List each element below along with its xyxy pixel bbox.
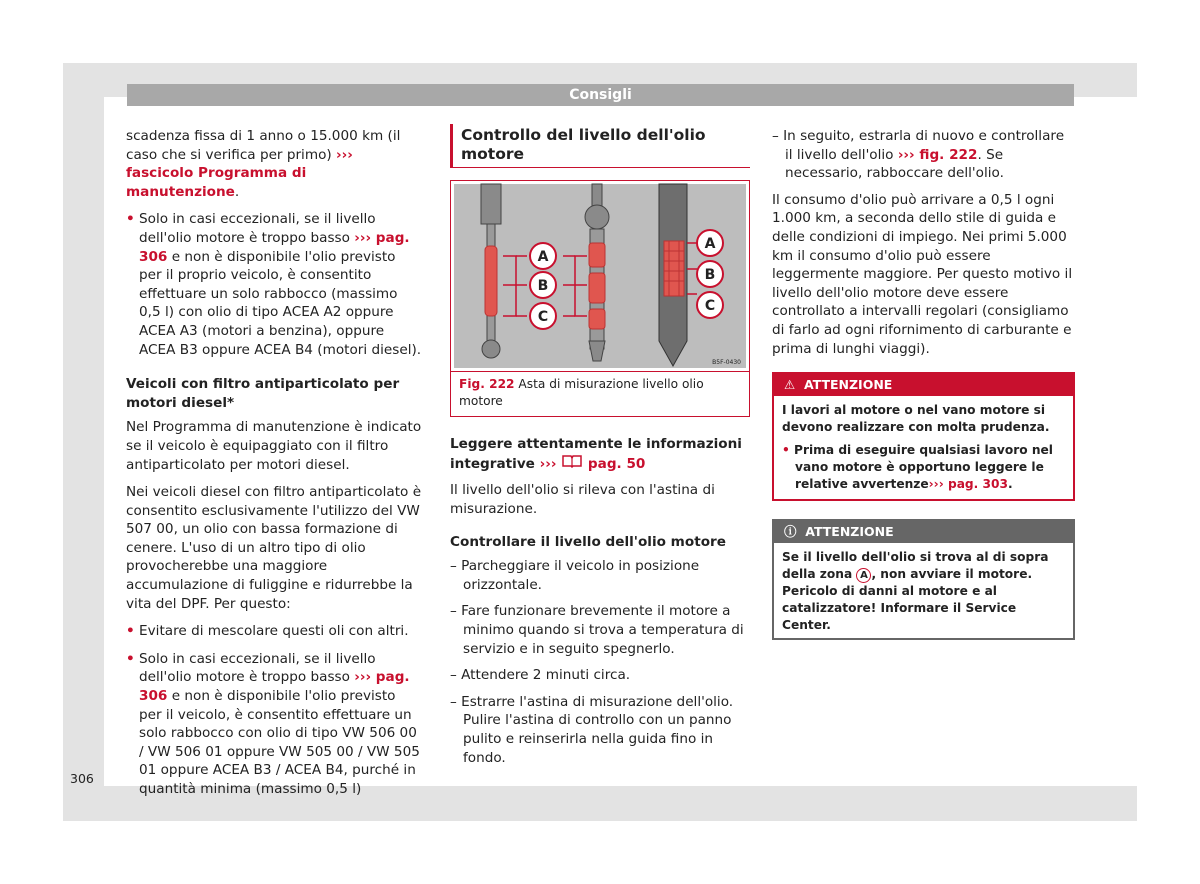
link-arrow[interactable]: ›››	[539, 455, 562, 472]
text: .	[234, 183, 240, 200]
paragraph	[126, 127, 422, 201]
column-left	[126, 127, 422, 808]
text: Parcheggiare il veicolo in posizione orizzontale.	[461, 558, 700, 593]
step-item: – Estrarre l'astina di misurazione dell'olio. Pulire l'astina di controllo con un panno pulito e reinserirla nella guida fino in fondo.	[450, 693, 734, 766]
caution-title: ATTENZIONE	[805, 524, 894, 540]
text: e non è disponibile l'olio previsto per il veicolo, è consentito effettuare un solo rabbocco con olio di tipo VW 506 00 / VW 506 01 oppure VW 505 00 / VW 505 01 oppure ACEA B3 / ACEA B4, purché in quantità minima (massimo 0,5 l)	[139, 688, 420, 797]
paragraph: Nei veicoli diesel con filtro antiparticolato è consentito esclusivamente l'utilizzo del VW 507 00, un olio con bassa formazione di cenere. L'uso di un altro tipo di olio provocherebbe una maggiore accumulazione di fuliggine e ridurrebbe la vita del DPF. Per questo:	[126, 484, 422, 612]
bullet-item	[126, 622, 422, 641]
text: Estrarre l'astina di misurazione dell'olio. Pulire l'astina di controllo con un panno pulito e reinserirla nella guida fino in fondo.	[461, 693, 734, 766]
maintenance-booklet-link[interactable]: fascicolo Programma di manutenzione	[126, 165, 307, 200]
text: Evitare di mescolare questi oli con altri.	[139, 623, 409, 640]
text: scadenza fissa di 1 anno o 15.000 km (il caso che si verifica per primo)	[126, 128, 401, 163]
subheading: Controllare il livello dell'olio motore	[450, 533, 726, 550]
label-c-right: C	[704, 298, 716, 315]
dipstick-illustration	[451, 181, 749, 371]
read-heading	[450, 435, 750, 473]
section-title: Controllo del livello dell'olio motore	[450, 124, 750, 168]
page-link[interactable]: ››› pag. 306	[139, 669, 410, 705]
link-arrow[interactable]: ›››	[336, 146, 353, 163]
book-icon[interactable]	[561, 454, 583, 474]
label-c: C	[537, 309, 549, 326]
text: Fare funzionare brevemente il motore a minimo quando si trova a temperatura di servizio e in seguito spegnerlo.	[461, 603, 744, 657]
paragraph: Nel Programma di manutenzione è indicato se il veicolo è equipaggiato con il filtro antiparticolato per motori diesel.	[126, 419, 422, 473]
section-header: Consigli	[127, 84, 1074, 106]
text: .	[1007, 477, 1013, 492]
figure-caption	[451, 371, 749, 416]
label-a: A	[537, 249, 549, 266]
text: Solo in casi eccezionali, se il livello dell'olio motore è troppo basso	[139, 211, 376, 246]
figure-code: B5F-0430	[712, 359, 741, 367]
page-number: 306	[70, 771, 94, 786]
label-b-right: B	[704, 267, 716, 284]
page-link[interactable]: ››› pag. 303	[928, 477, 1008, 492]
page-link[interactable]: pag. 50	[583, 455, 646, 472]
warning-triangle-icon: ⚠	[784, 377, 796, 393]
page-link[interactable]: ››› pag. 306	[139, 229, 410, 265]
bullet-dot-icon: •	[126, 623, 135, 640]
bullet-dot-icon: •	[782, 443, 790, 458]
text: Attendere 2 minuti circa.	[461, 667, 631, 684]
caption-text: Asta di misurazione livello olio motore	[459, 377, 704, 409]
warning-box	[772, 372, 1075, 501]
text: , non avviare il motore. Pericolo di danni al motore e al catalizzatore! Informare il Service Center.	[782, 567, 1033, 633]
figure-link[interactable]: ››› fig. 222	[897, 146, 978, 163]
label-b: B	[537, 278, 549, 295]
caution-body	[774, 543, 1073, 638]
zone-a-marker: A	[856, 568, 871, 583]
step-item: – In seguito, estrarla di nuovo e controllare il livello dell'olio ››› fig. 222. Se necessario, rabboccare dell'olio.	[772, 128, 1065, 182]
bullet-dot-icon: •	[126, 650, 135, 667]
paragraph: Il consumo d'olio può arrivare a 0,5 l ogni 1.000 km, a seconda dello stile di guida e delle condizioni di impiego. Nei primi 5.000 km il consumo d'olio può essere leggermente maggiore. Per questo motivo il livello dell'olio motore deve essere controllato a intervalli regolari (consigliamo di farlo ad ogni rifornimento di carburante e prima di lunghi viaggi).	[772, 191, 1073, 357]
column-right	[772, 127, 1075, 640]
paragraph: I lavori al motore o nel vano motore si devono realizzare con molta prudenza.	[782, 403, 1050, 435]
bullet-item	[126, 210, 422, 359]
paragraph: Il livello dell'olio si rileva con l'astina di misurazione.	[450, 482, 715, 517]
text: Se il livello dell'olio si trova al di sopra della zona	[782, 550, 1049, 582]
bullet-item	[126, 650, 422, 799]
step-item: – Fare funzionare brevemente il motore a minimo quando si trova a temperatura di servizio e in seguito spegnerlo.	[450, 603, 744, 657]
text: In seguito, estrarla di nuovo e controllare il livello dell'olio	[783, 128, 1065, 163]
step-item: – Attendere 2 minuti circa.	[450, 667, 631, 684]
caution-header	[774, 521, 1073, 543]
figure	[450, 180, 750, 417]
caution-box	[772, 519, 1075, 640]
bullet-dot-icon: •	[126, 211, 135, 228]
column-middle	[450, 124, 750, 775]
warning-header	[774, 374, 1073, 396]
text: Prima di eseguire qualsiasi lavoro nel vano motore è opportuno leggere le relative avvertenze	[794, 443, 1053, 492]
bullet-item	[782, 442, 1065, 493]
warning-body	[774, 396, 1073, 499]
text: . Se necessario, rabboccare dell'olio.	[785, 146, 1004, 182]
text: e non è disponibile l'olio previsto per il proprio veicolo, è consentito effettuare un solo rabbocco (massimo 0,5 l) con olio di tipo ACEA A2 oppure ACEA A3 (motori a benzina), oppure ACEA B3 oppure ACEA B4 (motori diesel).	[139, 248, 422, 358]
warning-title: ATTENZIONE	[803, 377, 893, 393]
figure-number: Fig. 222	[459, 377, 515, 392]
subheading: Veicoli con filtro antiparticolato per motori diesel*	[126, 376, 400, 411]
text: Solo in casi eccezionali, se il livello dell'olio motore è troppo basso	[139, 650, 376, 686]
info-circle-icon: ⓘ	[784, 524, 797, 540]
label-a-right: A	[704, 236, 716, 253]
step-item: – Parcheggiare il veicolo in posizione orizzontale.	[450, 558, 700, 593]
text: Leggere attentamente le informazioni integrative	[450, 436, 742, 472]
